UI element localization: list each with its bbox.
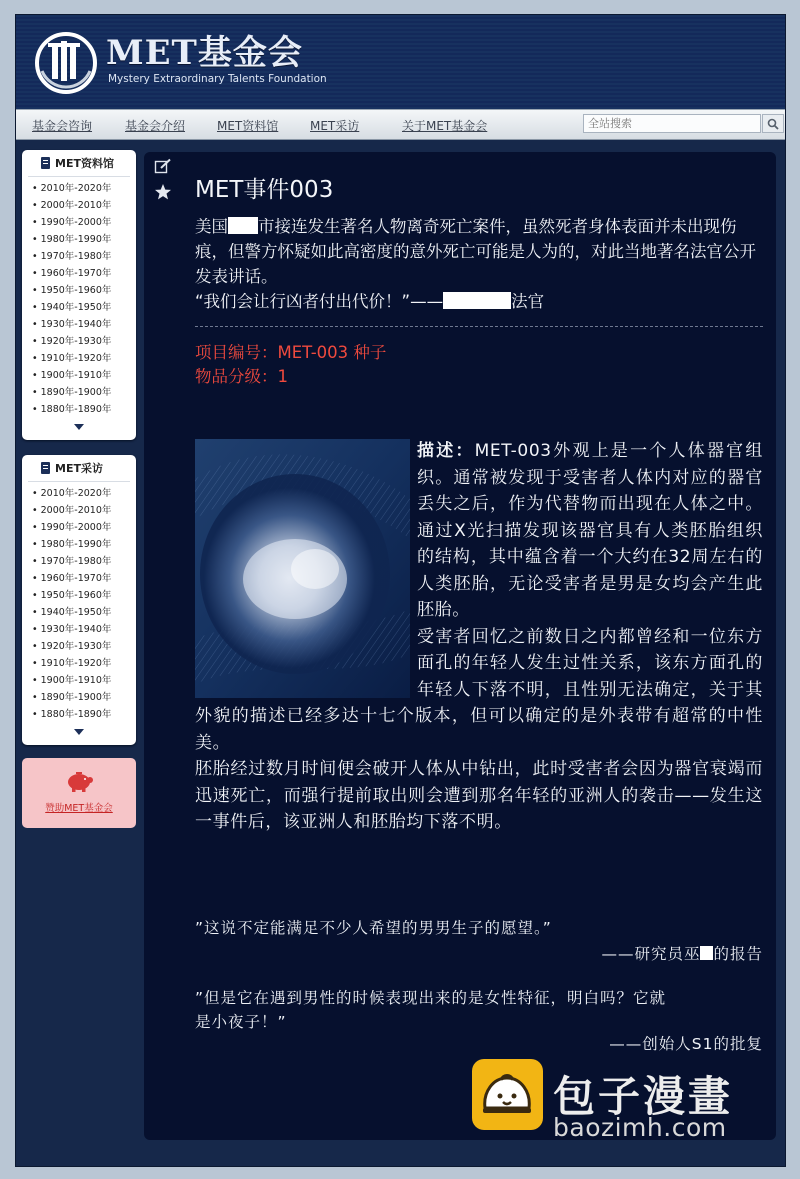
project-number: 项目编号：MET-003 种子 — [195, 343, 387, 362]
redaction-block — [700, 946, 713, 960]
sidebar-archive-item[interactable]: • 2000年-2010年 — [32, 197, 136, 214]
redaction-block — [443, 292, 511, 309]
sidebar-archive-item[interactable]: • 1930年-1940年 — [32, 316, 136, 333]
founder-signature: ——创始人S1的批复 — [609, 1035, 763, 1053]
sidebar-interviews-item[interactable]: • 1960年-1970年 — [32, 570, 136, 587]
founder-quote-line: 是小夜子！” — [195, 1013, 287, 1031]
logo-title[interactable]: MET基金会 — [106, 33, 303, 73]
sidebar-interviews-item[interactable]: • 1920年-1930年 — [32, 638, 136, 655]
sidebar-interviews-item[interactable]: • 1900年-1910年 — [32, 672, 136, 689]
article-title: MET事件003 — [195, 177, 334, 203]
researcher-signature — [601, 942, 763, 964]
item-class: 物品分级：1 — [195, 367, 288, 386]
sidebar-archive-item[interactable]: • 1910年-1920年 — [32, 350, 136, 367]
sidebar-archive-item[interactable]: • 1920年-1930年 — [32, 333, 136, 350]
sidebar-archive-item[interactable]: • 1900年-1910年 — [32, 367, 136, 384]
donate-button[interactable] — [22, 758, 136, 828]
sidebar-interviews-list — [22, 485, 136, 723]
sidebar-interviews-item[interactable]: • 2010年-2020年 — [32, 485, 136, 502]
sidebar-archive-list — [22, 180, 136, 418]
sidebar-archive-item[interactable]: • 1950年-1960年 — [32, 282, 136, 299]
nav-foundation-intro[interactable]: 基金会介绍 — [125, 119, 186, 133]
search-icon — [767, 118, 779, 130]
redaction-block — [228, 217, 258, 234]
site-search-input[interactable] — [583, 114, 761, 133]
sidebar-interviews-box — [22, 455, 136, 745]
sidebar-archive-box — [22, 150, 136, 440]
sidebar-interviews-title[interactable]: MET采访 — [55, 462, 103, 475]
interviews-more-arrow-icon[interactable] — [74, 729, 84, 735]
sidebar-interviews-item[interactable]: • 1990年-2000年 — [32, 519, 136, 536]
section-divider — [195, 326, 763, 327]
nav-about-met[interactable]: 关于MET基金会 — [402, 119, 488, 133]
sidebar-interviews-item[interactable]: • 1970年-1980年 — [32, 553, 136, 570]
sidebar-interviews-item[interactable]: • 1980年-1990年 — [32, 536, 136, 553]
top-nav — [16, 109, 785, 140]
signature-text: ——研究员巫 — [601, 945, 701, 963]
founder-quote-line: ”但是它在遇到男性的时候表现出来的是女性特征，明白吗？它就 — [195, 989, 667, 1007]
signature-text: 的报告 — [713, 945, 763, 963]
watermark-name: 包子漫畫 — [553, 1072, 734, 1121]
site-header — [16, 15, 785, 109]
sidebar-interviews-item[interactable]: • 1940年-1950年 — [32, 604, 136, 621]
intro-quote-suffix: 法官 — [511, 292, 545, 311]
star-icon[interactable] — [154, 183, 172, 201]
sidebar-archive-item[interactable]: • 1890年-1900年 — [32, 384, 136, 401]
sidebar-archive-item[interactable]: • 1980年-1990年 — [32, 231, 136, 248]
piggy-bank-icon — [64, 768, 94, 794]
article-description — [195, 438, 763, 836]
sidebar-archive-item[interactable]: • 1940年-1950年 — [32, 299, 136, 316]
intro-quote: “我们会让行凶者付出代价！”—— — [195, 292, 444, 311]
sidebar-archive-item[interactable]: • 1880年-1890年 — [32, 401, 136, 418]
search-button[interactable] — [762, 114, 784, 133]
intro-text: 美国 — [195, 217, 228, 236]
article-intro — [195, 214, 763, 314]
sidebar-interviews-item[interactable]: • 1950年-1960年 — [32, 587, 136, 604]
sidebar-interviews-item[interactable]: • 1890年-1900年 — [32, 689, 136, 706]
article-panel — [144, 152, 776, 1140]
sidebar-archive-header — [28, 150, 130, 177]
sidebar-interviews-item[interactable]: • 1930年-1940年 — [32, 621, 136, 638]
nav-foundation-news[interactable]: 基金会咨询 — [32, 119, 93, 133]
nav-met-interviews[interactable]: MET采访 — [310, 119, 360, 133]
sidebar-archive-item[interactable]: • 1960年-1970年 — [32, 265, 136, 282]
bun-logo-icon — [471, 1058, 544, 1131]
intro-text: 市接连发生著名人物离奇死亡案件，虽然死者身体表面并未出现伤痕，但警方怀疑如此高密度的意外死亡可能是人为的，对此当地著名法官公开发表讲话。 — [195, 217, 756, 286]
book-icon — [41, 157, 50, 169]
description-label: 描述： — [417, 441, 475, 461]
description-paragraph: 胚胎经过数月时间便会破开人体从中钻出，此时受害者会因为器官衰竭而迅速死亡，而强行提前取出则会遭到那名年轻的亚洲人的袭击——发生这一事件后，该亚洲人和胚胎均下落不明。 — [195, 759, 763, 832]
donate-label: 赞助MET基金会 — [45, 803, 113, 814]
sidebar-archive-item[interactable]: • 1990年-2000年 — [32, 214, 136, 231]
sidebar-archive-item[interactable]: • 1970年-1980年 — [32, 248, 136, 265]
foundation-logo-icon[interactable] — [34, 31, 98, 95]
watermark-url: baozimh.com — [553, 1113, 727, 1142]
sidebar-interviews-item[interactable]: • 1910年-1920年 — [32, 655, 136, 672]
researcher-quote: ”这说不定能满足不少人希望的男男生子的愿望。” — [195, 919, 552, 937]
edit-icon[interactable] — [154, 158, 172, 176]
archive-more-arrow-icon[interactable] — [74, 424, 84, 430]
book-icon — [41, 462, 50, 474]
sidebar-archive-item[interactable]: • 2010年-2020年 — [32, 180, 136, 197]
description-paragraph: 受害者回忆之前数日之内都曾经和一位东方面孔的年轻人发生过性关系，该东方面孔的年轻人下落不明，且性别无法确定，关于其外貌的描述已经多达十七个版本，但可以确定的是外表带有超常的中性美。 — [195, 626, 763, 753]
sidebar-interviews-item[interactable]: • 1880年-1890年 — [32, 706, 136, 723]
page-frame — [15, 14, 786, 1167]
description-paragraph: MET-003外观上是一个人体器官组织。通常被发现于受害者人体内对应的器官丢失之后，作为代替物而出现在人体之中。通过X光扫描发现该器官具有人类胚胎组织的结构，其中蕴含着一个大约在32周左右的人类胚胎，无论受害者是男是女均会产生此胚胎。 — [417, 441, 763, 620]
nav-met-archive[interactable]: MET资料馆 — [217, 119, 279, 133]
sidebar-archive-title[interactable]: MET资料馆 — [55, 157, 114, 170]
logo-subtitle: Mystery Extraordinary Talents Foundation — [108, 73, 327, 85]
sidebar-interviews-header — [28, 455, 130, 482]
sidebar-interviews-item[interactable]: • 2000年-2010年 — [32, 502, 136, 519]
